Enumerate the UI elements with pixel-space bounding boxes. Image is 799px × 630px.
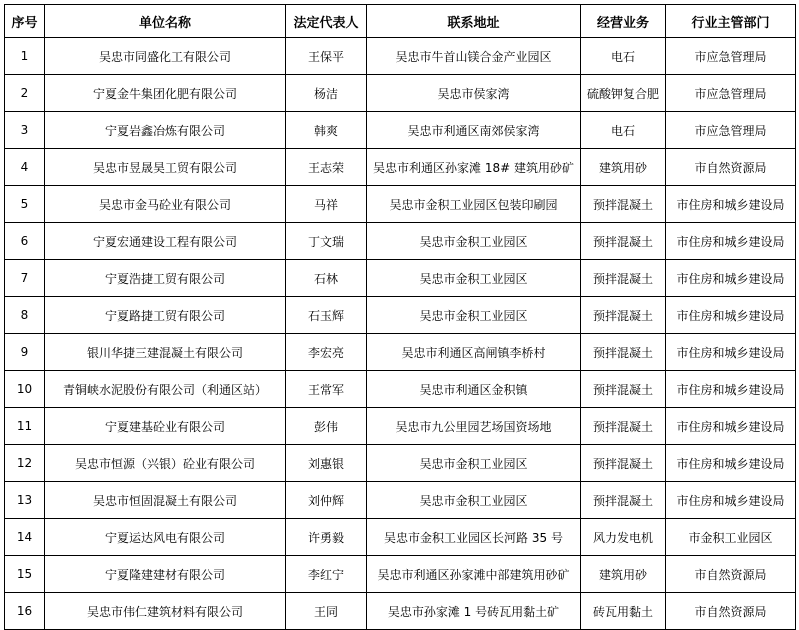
cell-business: 砖瓦用黏土 bbox=[581, 593, 666, 630]
header-contact-address: 联系地址 bbox=[367, 5, 581, 38]
table-row bbox=[5, 38, 796, 75]
cell-company-name: 吴忠市恒固混凝土有限公司 bbox=[45, 482, 286, 519]
table-row bbox=[5, 556, 796, 593]
cell-department: 市应急管理局 bbox=[666, 112, 796, 149]
cell-contact-address: 吴忠市利通区南郊侯家湾 bbox=[367, 112, 581, 149]
cell-company-name: 宁夏岩鑫冶炼有限公司 bbox=[45, 112, 286, 149]
cell-contact-address: 吴忠市金积工业园区 bbox=[367, 482, 581, 519]
cell-serial-no: 6 bbox=[5, 223, 45, 260]
cell-legal-representative: 刘仲辉 bbox=[286, 482, 367, 519]
cell-department: 市住房和城乡建设局 bbox=[666, 297, 796, 334]
cell-company-name: 宁夏金牛集团化肥有限公司 bbox=[45, 75, 286, 112]
table-row bbox=[5, 297, 796, 334]
table-row bbox=[5, 260, 796, 297]
table-row bbox=[5, 223, 796, 260]
cell-legal-representative: 许勇毅 bbox=[286, 519, 367, 556]
cell-contact-address: 吴忠市利通区高闸镇李桥村 bbox=[367, 334, 581, 371]
table-row bbox=[5, 149, 796, 186]
cell-department: 市自然资源局 bbox=[666, 149, 796, 186]
cell-serial-no: 1 bbox=[5, 38, 45, 75]
cell-legal-representative: 刘惠银 bbox=[286, 445, 367, 482]
cell-company-name: 吴忠市同盛化工有限公司 bbox=[45, 38, 286, 75]
cell-legal-representative: 王常军 bbox=[286, 371, 367, 408]
table-row bbox=[5, 482, 796, 519]
header-serial-no: 序号 bbox=[5, 5, 45, 38]
cell-company-name: 吴忠市伟仁建筑材料有限公司 bbox=[45, 593, 286, 630]
cell-legal-representative: 王保平 bbox=[286, 38, 367, 75]
cell-company-name: 青铜峡水泥股份有限公司（利通区站） bbox=[45, 371, 286, 408]
cell-department: 市金积工业园区 bbox=[666, 519, 796, 556]
cell-serial-no: 2 bbox=[5, 75, 45, 112]
cell-company-name: 吴忠市恒源（兴银）砼业有限公司 bbox=[45, 445, 286, 482]
cell-contact-address: 吴忠市孙家滩 1 号砖瓦用黏土矿 bbox=[367, 593, 581, 630]
cell-contact-address: 吴忠市金积工业园区 bbox=[367, 260, 581, 297]
cell-legal-representative: 韩爽 bbox=[286, 112, 367, 149]
cell-contact-address: 吴忠市利通区孙家滩 18# 建筑用砂矿 bbox=[367, 149, 581, 186]
cell-serial-no: 3 bbox=[5, 112, 45, 149]
cell-contact-address: 吴忠市侯家湾 bbox=[367, 75, 581, 112]
cell-serial-no: 7 bbox=[5, 260, 45, 297]
table-row bbox=[5, 408, 796, 445]
cell-business: 预拌混凝土 bbox=[581, 260, 666, 297]
cell-company-name: 宁夏运达风电有限公司 bbox=[45, 519, 286, 556]
table-row bbox=[5, 75, 796, 112]
cell-serial-no: 13 bbox=[5, 482, 45, 519]
table-row bbox=[5, 186, 796, 223]
cell-contact-address: 吴忠市金积工业园区 bbox=[367, 445, 581, 482]
table-row bbox=[5, 112, 796, 149]
cell-department: 市应急管理局 bbox=[666, 75, 796, 112]
cell-business: 预拌混凝土 bbox=[581, 186, 666, 223]
table-header bbox=[5, 5, 796, 38]
cell-business: 预拌混凝土 bbox=[581, 408, 666, 445]
header-department: 行业主管部门 bbox=[666, 5, 796, 38]
cell-business: 预拌混凝土 bbox=[581, 445, 666, 482]
cell-legal-representative: 杨洁 bbox=[286, 75, 367, 112]
header-company-name: 单位名称 bbox=[45, 5, 286, 38]
cell-contact-address: 吴忠市利通区孙家滩中部建筑用砂矿 bbox=[367, 556, 581, 593]
cell-company-name: 宁夏路捷工贸有限公司 bbox=[45, 297, 286, 334]
cell-legal-representative: 石玉辉 bbox=[286, 297, 367, 334]
cell-business: 风力发电机 bbox=[581, 519, 666, 556]
cell-business: 硫酸钾复合肥 bbox=[581, 75, 666, 112]
cell-legal-representative: 石林 bbox=[286, 260, 367, 297]
cell-legal-representative: 李宏亮 bbox=[286, 334, 367, 371]
cell-serial-no: 8 bbox=[5, 297, 45, 334]
header-legal-representative: 法定代表人 bbox=[286, 5, 367, 38]
cell-serial-no: 5 bbox=[5, 186, 45, 223]
table-row bbox=[5, 334, 796, 371]
table-body bbox=[5, 38, 796, 630]
cell-legal-representative: 丁文瑞 bbox=[286, 223, 367, 260]
cell-contact-address: 吴忠市金积工业园区长河路 35 号 bbox=[367, 519, 581, 556]
cell-serial-no: 12 bbox=[5, 445, 45, 482]
cell-business: 预拌混凝土 bbox=[581, 482, 666, 519]
cell-legal-representative: 马祥 bbox=[286, 186, 367, 223]
cell-business: 电石 bbox=[581, 38, 666, 75]
table-row bbox=[5, 519, 796, 556]
cell-department: 市住房和城乡建设局 bbox=[666, 186, 796, 223]
cell-serial-no: 9 bbox=[5, 334, 45, 371]
table-row bbox=[5, 445, 796, 482]
cell-department: 市住房和城乡建设局 bbox=[666, 334, 796, 371]
cell-contact-address: 吴忠市牛首山镁合金产业园区 bbox=[367, 38, 581, 75]
cell-department: 市应急管理局 bbox=[666, 38, 796, 75]
cell-legal-representative: 王志荣 bbox=[286, 149, 367, 186]
cell-business: 预拌混凝土 bbox=[581, 223, 666, 260]
cell-business: 电石 bbox=[581, 112, 666, 149]
cell-department: 市自然资源局 bbox=[666, 593, 796, 630]
cell-legal-representative: 李红宁 bbox=[286, 556, 367, 593]
cell-serial-no: 10 bbox=[5, 371, 45, 408]
cell-contact-address: 吴忠市金积工业园区包装印刷园 bbox=[367, 186, 581, 223]
cell-contact-address: 吴忠市九公里园艺场国资场地 bbox=[367, 408, 581, 445]
cell-serial-no: 11 bbox=[5, 408, 45, 445]
cell-company-name: 吴忠市金马砼业有限公司 bbox=[45, 186, 286, 223]
cell-company-name: 宁夏建基砼业有限公司 bbox=[45, 408, 286, 445]
cell-department: 市住房和城乡建设局 bbox=[666, 260, 796, 297]
cell-department: 市自然资源局 bbox=[666, 556, 796, 593]
cell-department: 市住房和城乡建设局 bbox=[666, 482, 796, 519]
cell-serial-no: 4 bbox=[5, 149, 45, 186]
enterprise-table bbox=[4, 4, 796, 630]
cell-department: 市住房和城乡建设局 bbox=[666, 371, 796, 408]
cell-legal-representative: 王同 bbox=[286, 593, 367, 630]
cell-legal-representative: 彭伟 bbox=[286, 408, 367, 445]
cell-business: 建筑用砂 bbox=[581, 149, 666, 186]
cell-company-name: 吴忠市昱晟昊工贸有限公司 bbox=[45, 149, 286, 186]
cell-contact-address: 吴忠市金积工业园区 bbox=[367, 223, 581, 260]
cell-business: 预拌混凝土 bbox=[581, 371, 666, 408]
cell-company-name: 宁夏浩捷工贸有限公司 bbox=[45, 260, 286, 297]
cell-department: 市住房和城乡建设局 bbox=[666, 445, 796, 482]
cell-serial-no: 15 bbox=[5, 556, 45, 593]
header-row bbox=[5, 5, 796, 38]
cell-contact-address: 吴忠市利通区金积镇 bbox=[367, 371, 581, 408]
cell-serial-no: 14 bbox=[5, 519, 45, 556]
cell-business: 预拌混凝土 bbox=[581, 297, 666, 334]
cell-company-name: 宁夏宏通建设工程有限公司 bbox=[45, 223, 286, 260]
cell-serial-no: 16 bbox=[5, 593, 45, 630]
table-row bbox=[5, 371, 796, 408]
table-row bbox=[5, 593, 796, 630]
cell-department: 市住房和城乡建设局 bbox=[666, 223, 796, 260]
cell-company-name: 宁夏隆建建材有限公司 bbox=[45, 556, 286, 593]
cell-business: 建筑用砂 bbox=[581, 556, 666, 593]
cell-company-name: 银川华捷三建混凝土有限公司 bbox=[45, 334, 286, 371]
header-business: 经营业务 bbox=[581, 5, 666, 38]
cell-business: 预拌混凝土 bbox=[581, 334, 666, 371]
cell-contact-address: 吴忠市金积工业园区 bbox=[367, 297, 581, 334]
cell-department: 市住房和城乡建设局 bbox=[666, 408, 796, 445]
